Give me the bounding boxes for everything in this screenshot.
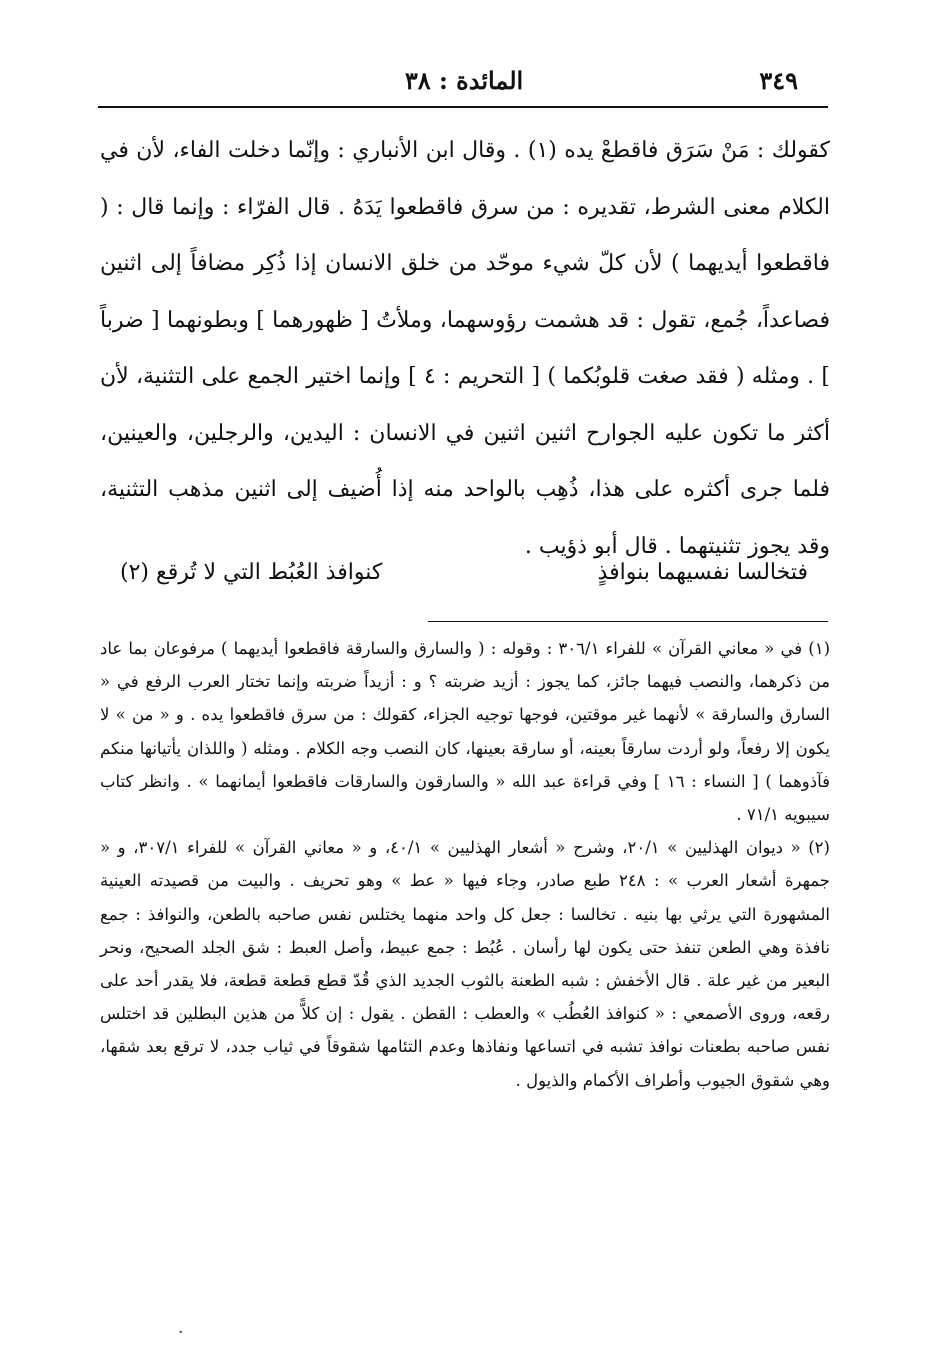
page-mark: · <box>178 1322 184 1343</box>
running-header <box>100 66 828 100</box>
verse-second-hemistich: كنوافذ العُبُط التي لا تُرقع (٢) <box>120 560 383 585</box>
running-header-title: المائدة : ٣٨ <box>404 66 524 95</box>
main-text-block <box>100 123 830 575</box>
footnote-separator <box>428 621 828 622</box>
footnote-1: (١) في « معاني القرآن » للفراء ٣٠٦/١ : وقوله : ( والسارق والسارقة فاقطعوا أيديهما ) مرفوعان بما عاد من ذكرهما، والنصب فيهما جائز، كما يجوز : أزيد ضربته ؟ و : أزيداً ضربته وإنما تختار العرب الرفع في « السارق والسارقة » لأنهما غير موقتين، فوجها توجيه الجزاء، كقولك : من سرق فاقطعوا يده . و « من » لا يكون إلا رفعاً، ولو أردت سارقاً بعينه، أو سارقة بعينها، كان النصب وجه الكلام . ومثله ( واللذان يأتيانها منكم فآذوهما ) [ النساء : ١٦ ] وفي قراءة عبد الله « والسارقون والسارقات فاقطعوا أيمانهما » . وانظر كتاب سيبويه ٧١/١ . <box>100 639 830 825</box>
verse-first-hemistich: فتخالسا نفسيهما بنوافذٍ <box>597 560 808 585</box>
poetry-verse <box>120 560 808 600</box>
footnotes-block <box>100 632 830 1097</box>
main-paragraph: كقولك : مَنْ سَرَق فاقطعْ يده (١) . وقال ابن الأنباري : وإنّما دخلت الفاء، لأن في الكلام معنى الشرط، تقديره : من سرق فاقطعوا يَدَهُ . قال الفرّاء : وإنما قال : ( فاقطعوا أيديهما ) لأن كلّ شيء موحّد من خلق الانسان إذا ذُكِر مضافاً إلى اثنين فصاعداً، جُمع، تقول : قد هشمت رؤوسهما، وملأتُ [ ظهورهما ] وبطونهما [ ضرباً ] . ومثله ( فقد صغت قلوبُكما ) [ التحريم : ٤ ] وإنما اختير الجمع على التثنية، لأن أكثر ما تكون عليه الجوارح اثنين اثنين في الانسان : اليدين، والرجلين، والعينين، فلما جرى أكثره على هذا، ذُهِب بالواحد منه إذا أُضيف إلى اثنين مذهب التثنية، وقد يجوز تثنيتهما . قال أبو ذؤيب . <box>100 138 831 559</box>
footnote-2: (٢) « ديوان الهذليين » ٢٠/١، وشرح « أشعار الهذليين » ٤٠/١، و « معاني القرآن » للفراء ٣٠٧/١، و « جمهرة أشعار العرب » : ٢٤٨ طبع صادر، وجاء فيها « عط » وهو تحريف . والبيت من قصيدته العينية المشهورة التي يرثي بها بنيه . تخالسا : جعل كل واحد منهما يختلس نفس صاحبه بالطعن، والنوافذ : جمع نافذة وهي الطعن تنفذ حتى يكون لها رأسان . عُبُط : جمع عبيط، وأصل العبط : شق الجلد الصحيح، ونحر البعير من غير علة . قال الأخفش : شبه الطعنة بالثوب الجديد الذي قُدّ قطع قطعة قطعة، فلا يقدر أحد على رقعه، وروى الأصمعي : « كنوافذ العُطُب » والعطب : القطن . يقول : إن كلاًّ من هذين البطلين قد اختلس نفس صاحبه بطعنات نوافذ تشبه في اتساعها ونفاذها وعدم التئامها شقوقاً في ثياب جدد، لا ترقع بعد شقها، وهي شقوق الجيوب وأطراف الأكمام والذيول . <box>100 838 831 1090</box>
header-rule <box>98 106 828 108</box>
page-number: ٣٤٩ <box>759 66 798 95</box>
